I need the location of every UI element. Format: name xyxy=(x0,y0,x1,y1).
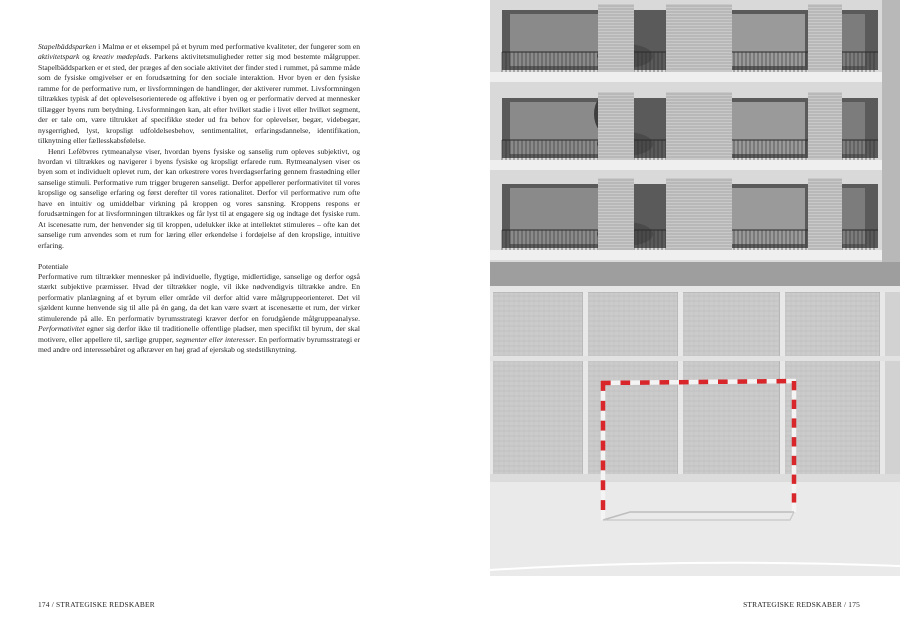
body-paragraph xyxy=(38,272,360,356)
fence-bottom-rail xyxy=(490,474,900,482)
wooden-shutter xyxy=(696,92,732,160)
body-paragraph xyxy=(38,147,360,252)
italic-text: aktivitetspark xyxy=(38,52,80,62)
floor-slab xyxy=(490,160,882,170)
fence-panel xyxy=(682,292,780,477)
fence-post xyxy=(490,288,493,484)
floor-slab xyxy=(490,250,882,260)
wooden-shutter xyxy=(598,4,634,72)
section-heading: Potentiale xyxy=(38,261,69,271)
body-paragraph xyxy=(38,42,360,147)
building-side-edge xyxy=(882,0,900,290)
wooden-shutter xyxy=(598,92,634,160)
italic-text: kreativ mødeplads xyxy=(92,52,150,62)
window-pane xyxy=(510,102,605,154)
fence-top-rail xyxy=(490,286,900,292)
window-pane xyxy=(725,188,805,244)
fence-middle-rail xyxy=(490,356,900,361)
text-run: . En performativ byrumsstrategi er med andre ord interessebåret og afkræver en høj grad af ejerskab og stedstilknytning. xyxy=(38,334,360,355)
window-pane xyxy=(725,102,805,154)
text-run: Henri Lefèbvres rytmeanalyse viser, hvordan byens fysiske og sanselig rum opleves subjektivt, og hvordan vi tiltrækkes og navigerer i byens fysiske og kropsligt erfarede rum. Rytmeanalysen viser os byen som et individuelt oplevet rum, der kan orkestrere vores hverdagserfaring gennem frastødning eller sanselige stimuli. Performative rum trigger brugeren sanseligt. Derfor appellerer performativitet til vores kropslige og sanselige erfaring og først derefter til vores rationalitet. Derfor vil performative rum ofte have en intuitiv og umiddelbar virkning på kroppen og vores sansning. Kroppens respons er forudsætningen for at livsformningen tiltrækkes og får lyst til at engagere sig og indtage det fysiske rum. At iscenesatte rum, der henvender sig til kroppen, udelukker ikke at intellektet stimuleres – ofte kan det sanselige rum anvendes som et rum for læring eller erkendelse i fordøjelse af den kropslige, intuitive erfaring. xyxy=(38,146,360,250)
text-run: . Parkens aktivitetsmuligheder retter sig mod bestemte målgrupper. Stapelbäddsparken er et sted, der præges af den sociale aktivitet der finder sted i rummet, på samme måde som de fysiske omgivelser er en forudsætning for den sociale interaktion. Hvor byen er den fysiske ramme for de performative rum, er livsformningen de handlinger, der aktiverer rummet. Livsformningen tiltrækkes typisk af det oplevelsesorienterede og affektive i byen og er performativ derved at mennesker tillægger byens rum betydning. Livsformningen kan, alt efter hvilket stadie i livet eller hvilket segment, der er tale om, være tiltrukket af specifikke steder ud fra behov for oplevelser, begær, videbegær, nysgerrighed, lyst, kropsligt udfoldelsesbehov, sentimentalitet, erfaringsdannelse, identifikation, tilknytning eller fællesskabsfølelse. xyxy=(38,52,360,146)
page-folio-left: 174 / STRATEGISKE REDSKABER xyxy=(38,600,155,609)
fence-panel xyxy=(492,292,583,477)
fence-post xyxy=(880,288,885,484)
wooden-shutter xyxy=(808,4,842,72)
text-run: egner sig derfor ikke til traditionelle offentlige pladser, men specifikt til byrum, der skal motivere, eller appellere til, særlige grupper, xyxy=(38,324,360,344)
italic-text: segmenter eller interesser xyxy=(175,334,255,344)
text-run: og xyxy=(79,52,93,62)
body-text-column xyxy=(38,42,360,356)
window-pane xyxy=(725,14,805,66)
fence-post xyxy=(583,288,588,484)
facade-photograph xyxy=(490,0,900,576)
fence-post xyxy=(678,288,683,484)
text-run: Performative rum tiltrækker mennesker på individuelle, flygtige, midlertidige, sanselige og derfor også stærkt subjektive præmisser. Hvad der tiltrækker nogle, vil ikke nødvendigvis tiltrække andre. En performativ planlægning af et byrum eller område vil derfor altid være målgruppeorienteret. Det vil sjældent kunne henvende sig til alle på én gang, da det kan være svært at iscenesætte et rum, der virker stimulerende på alle. En performativ byrumsstrategi kræver derfor en forudgående målgruppeanalyse. xyxy=(38,271,360,323)
floor-slab xyxy=(490,72,882,82)
fence-post xyxy=(780,288,785,484)
text-run: i Malmø er et eksempel på et byrum med performative kvaliteter, der fungerer som en xyxy=(96,42,360,51)
italic-text: Performativitet xyxy=(38,324,85,334)
wooden-shutter xyxy=(696,4,732,72)
page-folio-right: STRATEGISKE REDSKABER / 175 xyxy=(743,600,860,609)
window-pane xyxy=(510,188,605,244)
wooden-shutter xyxy=(808,92,842,160)
fence-panel xyxy=(784,292,880,477)
court-surface xyxy=(490,482,900,576)
window-pane xyxy=(510,14,605,66)
italic-text: Stapelbäddsparken xyxy=(38,42,97,51)
